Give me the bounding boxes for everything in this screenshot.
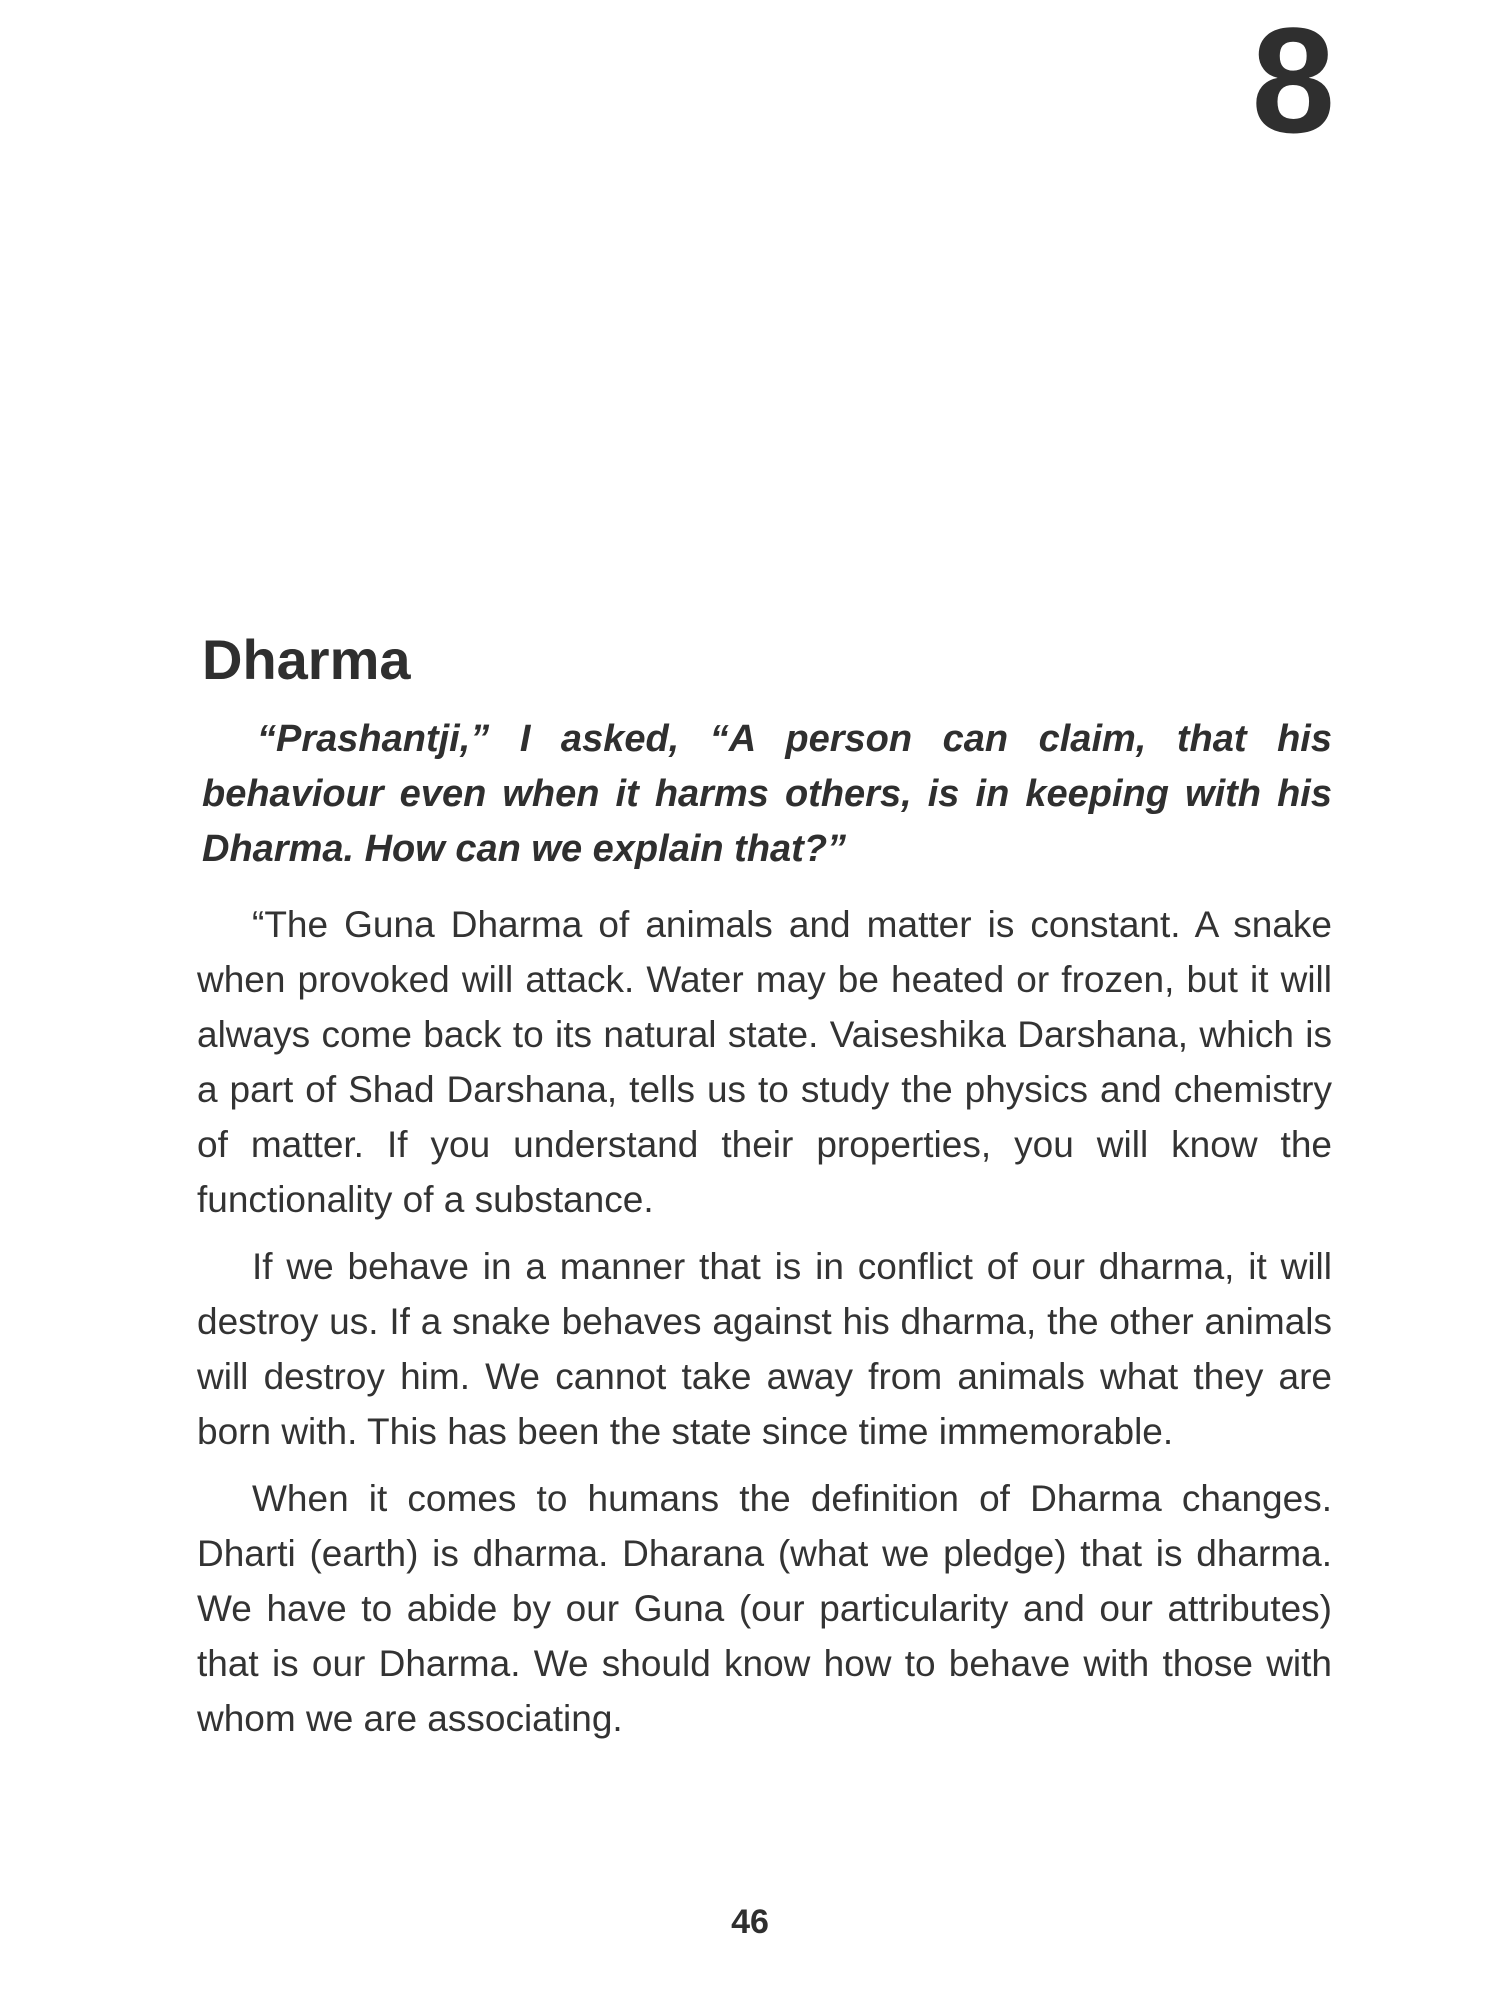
intro-question: “Prashantji,” I asked, “A person can claim, that his behaviour even when it harms others, is in keeping with his Dharma. How can we explain that?” [202,718,1332,871]
paragraph-3: When it comes to humans the definition of Dharma changes. Dharti (earth) is dharma. Dharana (what we pledge) that is dharma. We have to abide by our Guna (our particularity and our attributes) that is our Dharma. We should know how to behave with those with whom we are associating. [197,1478,1332,1740]
chapter-number: 8 [1251,0,1335,164]
chapter-title: Dharma [202,628,411,691]
paragraph-2: If we behave in a manner that is in conflict of our dharma, it will destroy us. If a snake behaves against his dharma, the other animals will destroy him. We cannot take away from animals what they are born with. This has been the state since time immemorable. [197,1246,1332,1453]
page-number: 46 [731,1903,769,1941]
paragraph-1: “The Guna Dharma of animals and matter is constant. A snake when provoked will attack. Water may be heated or frozen, but it will always come back to its natural state. Vaiseshika Darshana, which is a part of Shad Darshana, tells us to study the physics and chemistry of matter. If you understand their properties, you will know the functionality of a substance. [197,904,1332,1221]
chapter-content [197,628,1332,1758]
